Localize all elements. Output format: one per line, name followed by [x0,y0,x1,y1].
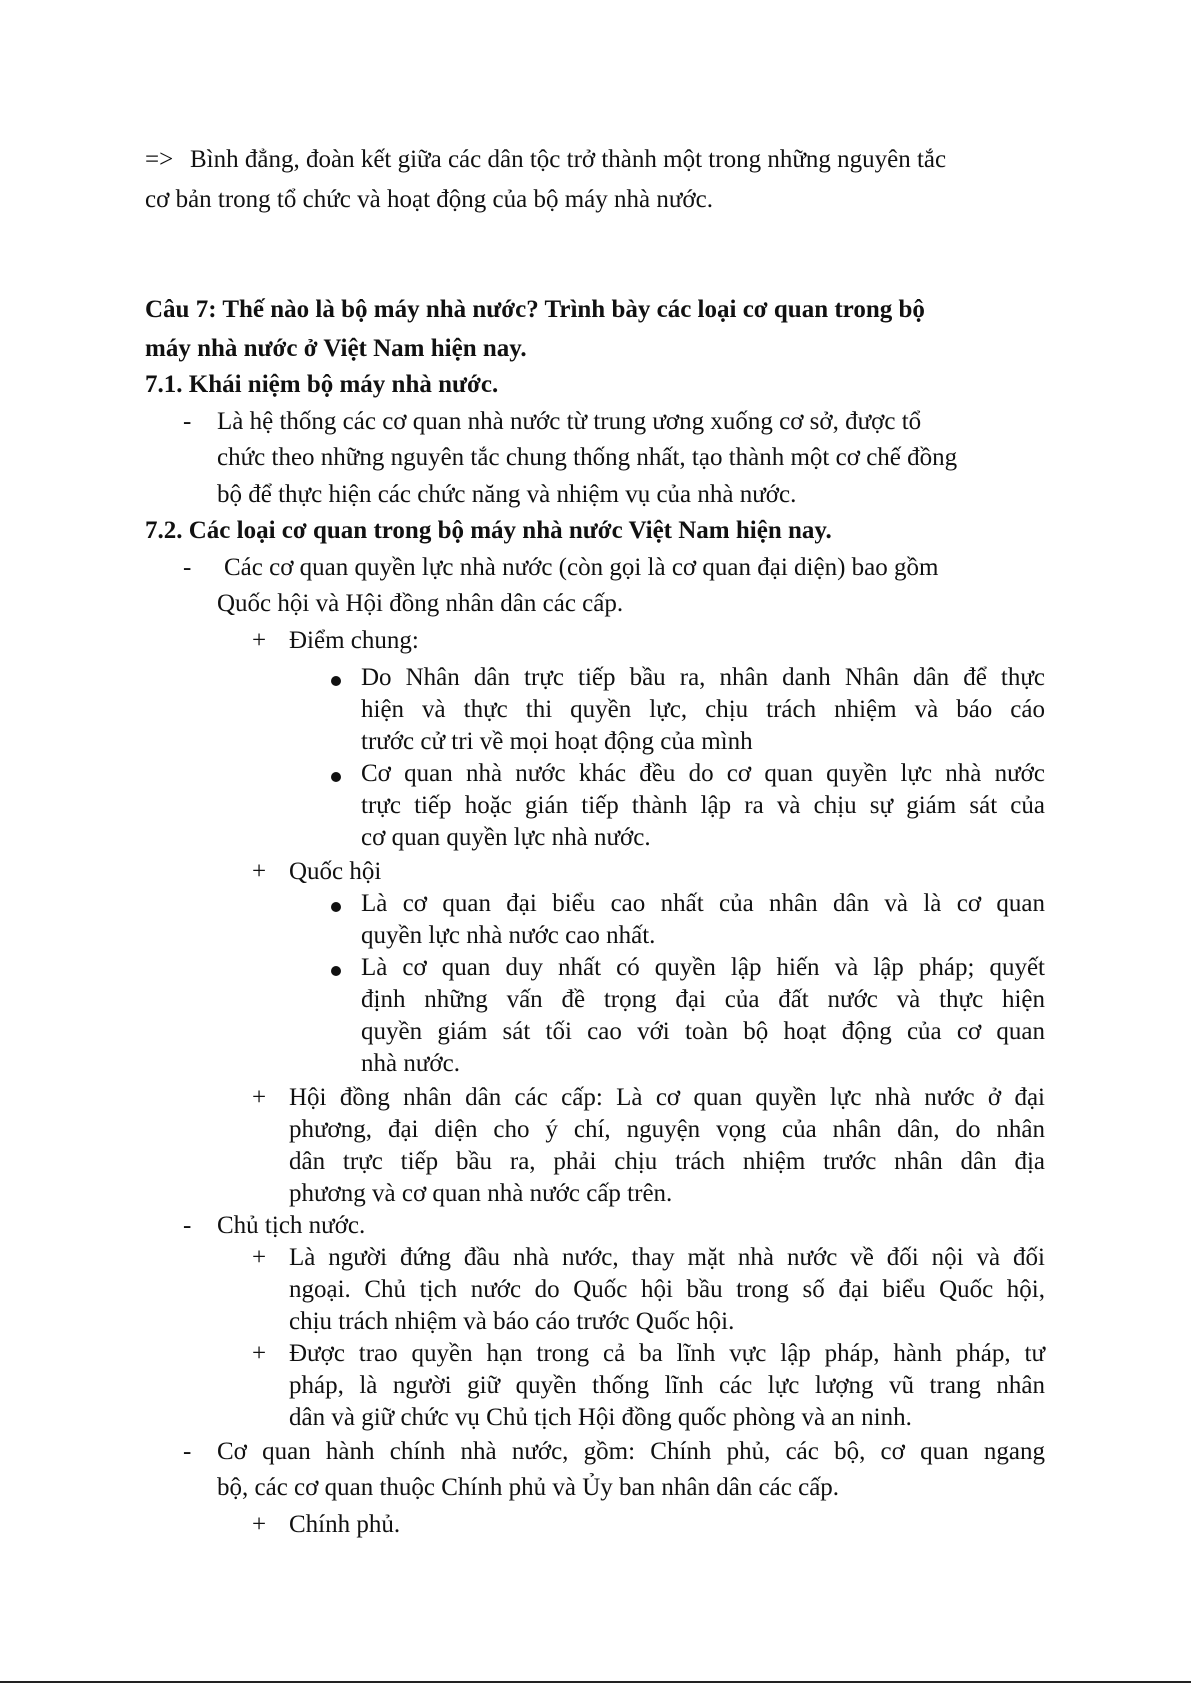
hdnd-line-1: Hội đồng nhân dân các cấp: Là cơ quan quyền lực nhà nước ở đại [289,1084,1045,1111]
section-2-heading: 7.2. Các loại cơ quan trong bộ máy nhà nước Việt Nam hiện nay. [145,517,832,544]
intro-line-1: Bình đẳng, đoàn kết giữa các dân tộc trở thành một trong những nguyên tắc [190,146,947,173]
chinh-phu-label: Chính phủ. [289,1511,401,1538]
bullet-dot [331,902,341,912]
intro-line-2: cơ bản trong tổ chức và hoạt động của bộ máy nhà nước. [145,186,713,213]
section-1-line-2: chức theo những nguyên tắc chung thống nhất, tạo thành một cơ chế đồng [217,444,958,471]
bullet-dot [331,676,341,686]
ct-point-2-line-1: Được trao quyền hạn trong cả ba lĩnh vực lập pháp, hành pháp, tư [289,1340,1045,1367]
plus-marker: + [252,627,267,654]
question-title-line-1: Câu 7: Thế nào là bộ máy nhà nước? Trình bày các loại cơ quan trong bộ [145,296,925,323]
ct-point-2-line-3: dân và giữ chức vụ Chủ tịch Hội đồng quốc phòng và an ninh. [289,1404,912,1431]
dc-bullet-1-line-2: hiện và thực thi quyền lực, chịu trách nhiệm và báo cáo [361,696,1045,723]
hdnd-line-4: phương và cơ quan nhà nước cấp trên. [289,1180,673,1207]
ct-point-1-line-3: chịu trách nhiệm và báo cáo trước Quốc hội. [289,1308,735,1335]
quoc-hoi-label: Quốc hội [289,858,382,885]
bullet-dot [331,772,341,782]
dash-marker: - [183,1212,192,1239]
qh-bullet-1-line-2: quyền lực nhà nước cao nhất. [361,922,656,949]
qh-bullet-2-line-2: định những vấn đề trọng đại của đất nước và thực hiện [361,986,1045,1013]
question-title-line-2: máy nhà nước ở Việt Nam hiện nay. [145,335,527,362]
dc-bullet-1-line-3: trước cử tri về mọi hoạt động của mình [361,728,753,755]
item-1-line-1: Các cơ quan quyền lực nhà nước (còn gọi là cơ quan đại diện) bao gồm [224,554,939,581]
ct-point-1-line-2: ngoại. Chủ tịch nước do Quốc hội bầu trong số đại biểu Quốc hội, [289,1276,1045,1303]
hanh-chinh-line-2: bộ, các cơ quan thuộc Chính phủ và Ủy ban nhân dân các cấp. [217,1474,840,1501]
ct-point-2-line-2: pháp, là người giữ quyền thống lĩnh các lực lượng vũ trang nhân [289,1372,1045,1399]
dash-marker: - [183,554,192,581]
dc-bullet-1-line-1: Do Nhân dân trực tiếp bầu ra, nhân danh Nhân dân để thực [361,664,1045,691]
plus-marker: + [252,1340,267,1367]
section-1-line-1: Là hệ thống các cơ quan nhà nước từ trung ương xuống cơ sở, được tổ [217,408,922,435]
qh-bullet-1-line-1: Là cơ quan đại biểu cao nhất của nhân dân và là cơ quan [361,890,1045,917]
item-1-line-2: Quốc hội và Hội đồng nhân dân các cấp. [217,590,624,617]
dc-bullet-2-line-1: Cơ quan nhà nước khác đều do cơ quan quyền lực nhà nước [361,760,1045,787]
bullet-dot [331,966,341,976]
dash-marker: - [183,408,192,435]
arrow-marker: => [145,146,174,173]
qh-bullet-2-line-4: nhà nước. [361,1050,460,1077]
hanh-chinh-line-1: Cơ quan hành chính nhà nước, gồm: Chính phủ, các bộ, cơ quan ngang [217,1438,1045,1465]
diem-chung-label: Điểm chung: [289,627,419,654]
page-bottom-rule [0,1681,1191,1683]
hdnd-line-3: dân trực tiếp bầu ra, phải chịu trách nhiệm trước nhân dân địa [289,1148,1045,1175]
section-1-heading: 7.1. Khái niệm bộ máy nhà nước. [145,371,499,398]
qh-bullet-2-line-1: Là cơ quan duy nhất có quyền lập hiến và lập pháp; quyết [361,954,1045,981]
chu-tich-label: Chủ tịch nước. [217,1212,366,1239]
dc-bullet-2-line-3: cơ quan quyền lực nhà nước. [361,824,651,851]
plus-marker: + [252,858,267,885]
qh-bullet-2-line-3: quyền giám sát tối cao với toàn bộ hoạt động của cơ quan [361,1018,1045,1045]
dc-bullet-2-line-2: trực tiếp hoặc gián tiếp thành lập ra và chịu sự giám sát của [361,792,1045,819]
dash-marker: - [183,1438,192,1465]
plus-marker: + [252,1244,267,1271]
hdnd-line-2: phương, đại diện cho ý chí, nguyện vọng của nhân dân, do nhân [289,1116,1045,1143]
section-1-line-3: bộ để thực hiện các chức năng và nhiệm vụ của nhà nước. [217,481,797,508]
plus-marker: + [252,1511,267,1538]
plus-marker: + [252,1084,267,1111]
ct-point-1-line-1: Là người đứng đầu nhà nước, thay mặt nhà nước về đối nội và đối [289,1244,1045,1271]
